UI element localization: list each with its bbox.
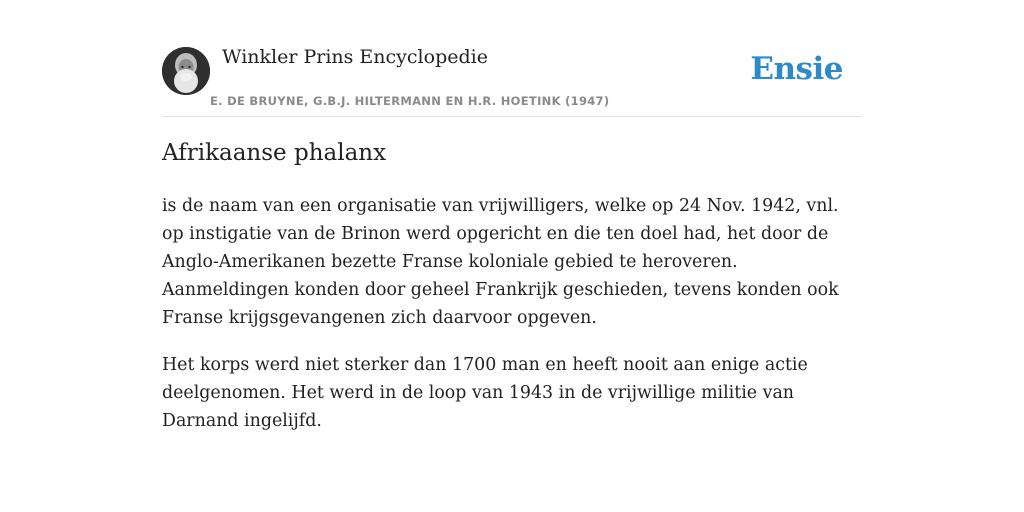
article-paragraph: is de naam van een organisatie van vrijwilligers, welke op 24 Nov. 1942, vnl. op instigatie van de Brinon werd opgericht en die ten doel had, het door de Anglo-Amerikanen bezette Franse koloniale gebied te heroveren. Aanmeldingen konden door geheel Frankrijk geschieden, tevens konden ook Franse krijgsgevangenen zich daarvoor opgeven. [162,196,839,328]
author-avatar[interactable] [162,47,210,95]
authors-line: E. DE BRUYNE, G.B.J. HILTERMANN EN H.R. HOETINK (1947) [210,94,610,108]
page-container [162,0,862,431]
publication-title[interactable]: Winkler Prins Encyclopedie [222,46,488,68]
article-paragraph: Het korps werd niet sterker dan 1700 man en heeft nooit aan enige actie deelgenomen. Het werd in de loop van 1943 in de vrijwillige militie van Darnand ingelijfd. [162,355,808,431]
brand-logo[interactable]: Ensie [750,51,843,87]
bearded-man-portrait-icon [162,47,210,95]
header [162,0,862,117]
article-title: Afrikaanse phalanx [162,140,387,166]
